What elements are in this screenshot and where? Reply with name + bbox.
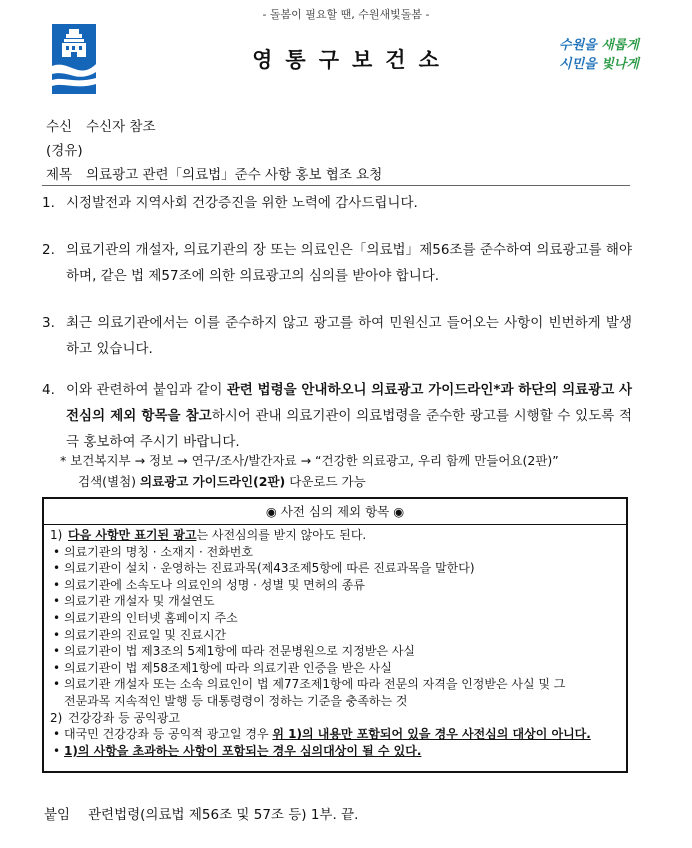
subject-line <box>46 163 382 183</box>
paragraph-number: 2. <box>42 242 55 258</box>
list-item: • 의료기관이 법 제3조의 5제1항에 따라 전문병원으로 지정받은 사실 <box>50 643 618 660</box>
paragraph-4 <box>42 377 632 455</box>
list-item: • 의료기관 개설자 또는 소속 의료인이 법 제77조제1항에 따라 전문의 자격을 인정받은 사실 및 그 <box>50 676 618 693</box>
footnote-text: 검색(별첨) <box>78 474 141 489</box>
brand-line1-b: 새롭게 <box>601 38 639 53</box>
section-text: 건강강좌 등 공익광고 <box>68 710 180 725</box>
list-item: • 의료기관에 소속도나 의료인의 성명 · 성별 및 면허의 종류 <box>50 577 618 594</box>
footnote-line-1: * 보건복지부 → 정보 → 연구/조사/발간자료 → “건강한 의료광고, 우리 함께 만들어요(2판)” <box>60 453 559 468</box>
list-item: • 의료기관의 진료일 및 진료시간 <box>50 627 618 644</box>
section-emphasis: 다음 사항만 표기된 광고 <box>68 528 197 542</box>
brand-line1-a: 수원을 <box>559 38 602 53</box>
via-line: (경유) <box>46 143 83 159</box>
list-item: • 의료기관 개설자 및 개설연도 <box>50 593 618 610</box>
exemption-box <box>42 497 628 773</box>
slogan: - 돌봄이 필요할 땐, 수원새빛돌봄 - <box>262 8 430 21</box>
section-text: 는 사전심의를 받지 않아도 된다. <box>196 528 367 542</box>
attachment-value: 관련법령(의료법 제56조 및 57조 등) 1부. 끝. <box>88 807 359 823</box>
footnote-emphasis: 의료광고 가이드라인(2판) <box>140 474 286 489</box>
organization-title: 영통구보건소 <box>252 48 452 72</box>
paragraph-text: 시정발전과 지역사회 건강증진을 위한 노력에 감사드립니다. <box>66 195 418 211</box>
city-slogan-logo <box>558 36 640 74</box>
list-item-continuation: 전문과목 지속적인 발행 등 대통령령이 정하는 기준을 충족하는 것 <box>64 693 408 708</box>
footnote-line-2 <box>60 471 630 492</box>
recipient-line <box>46 115 156 135</box>
paragraph-3 <box>42 310 632 362</box>
paragraph-1 <box>42 190 632 216</box>
list-item <box>50 726 618 743</box>
paragraph-2 <box>42 237 632 289</box>
list-item-emphasis: 위 1)의 내용만 포함되어 있을 경우 사전심의 대상이 아니다. <box>272 727 591 742</box>
section-2-heading <box>50 710 618 727</box>
paragraph-number: 1. <box>42 195 55 211</box>
header-divider <box>42 185 630 186</box>
exemption-box-body <box>44 525 626 759</box>
list-item-emphasis: 1)의 사항을 초과하는 사항이 포함되는 경우 심의대상이 될 수 있다. <box>64 743 422 758</box>
list-item: • 의료기관의 명칭 · 소재지 · 전화번호 <box>50 544 618 561</box>
footnote-text: 다운로드 가능 <box>285 474 366 489</box>
section-number: 1) <box>50 528 63 542</box>
paragraph-text: 최근 의료기관에서는 이를 준수하지 않고 광고를 하여 민원신고 들어오는 사항이 빈번하게 발생하고 있습니다. <box>66 315 632 357</box>
recipient-label: 수신 <box>46 119 73 135</box>
list-item: • 의료기관이 설치 · 운영하는 진료과목(제43조제5항에 따른 진료과목을 말한다) <box>50 560 618 577</box>
list-item <box>50 743 618 760</box>
list-item-text: 대국민 건강강좌 등 공익적 광고일 경우 <box>64 727 273 742</box>
section-number: 2) <box>50 710 63 725</box>
paragraph-number: 3. <box>42 315 55 331</box>
subject-label: 제목 <box>46 167 73 183</box>
list-item: • 의료기관이 법 제58조제1항에 따라 의료기관 인증을 받은 사실 <box>50 660 618 677</box>
attachment-label: 붙임 <box>44 807 71 823</box>
subject-value: 의료광고 관련「의료법」준수 사항 홍보 협조 요청 <box>86 167 383 183</box>
section-1-heading <box>50 527 618 544</box>
paragraph-text-part: 이와 관련하여 붙임과 같이 <box>66 382 227 398</box>
brand-line2-a: 시민을 <box>559 57 602 72</box>
paragraph-number: 4. <box>42 382 55 398</box>
attachment-line <box>44 803 358 823</box>
exemption-box-title: ◉ 사전 심의 제외 항목 ◉ <box>44 499 626 525</box>
paragraph-emphasis: 관련 법령을 안내하오니 의료광고 가이드라인*과 하단의 의료광고 사전심의 제외 항목을 참고 <box>66 382 632 424</box>
brand-line2-b: 빛나게 <box>601 57 639 72</box>
list-item: • 의료기관의 인터넷 홈페이지 주소 <box>50 610 618 627</box>
recipient-value: 수신자 참조 <box>86 119 156 135</box>
paragraph-text: 의료기관의 개설자, 의료기관의 장 또는 의료인은「의료법」제56조를 준수하여 의료광고를 해야하며, 같은 법 제57조에 의한 의료광고의 심의를 받아야 합니다. <box>66 242 632 284</box>
paragraph-text <box>42 377 632 455</box>
paragraph-text-part: 하시어 관내 의료기관이 의료법령을 준수한 광고를 시행할 수 있도록 적극 홍보하여 주시기 바랍니다. <box>66 408 633 450</box>
guideline-footnote <box>60 450 630 492</box>
